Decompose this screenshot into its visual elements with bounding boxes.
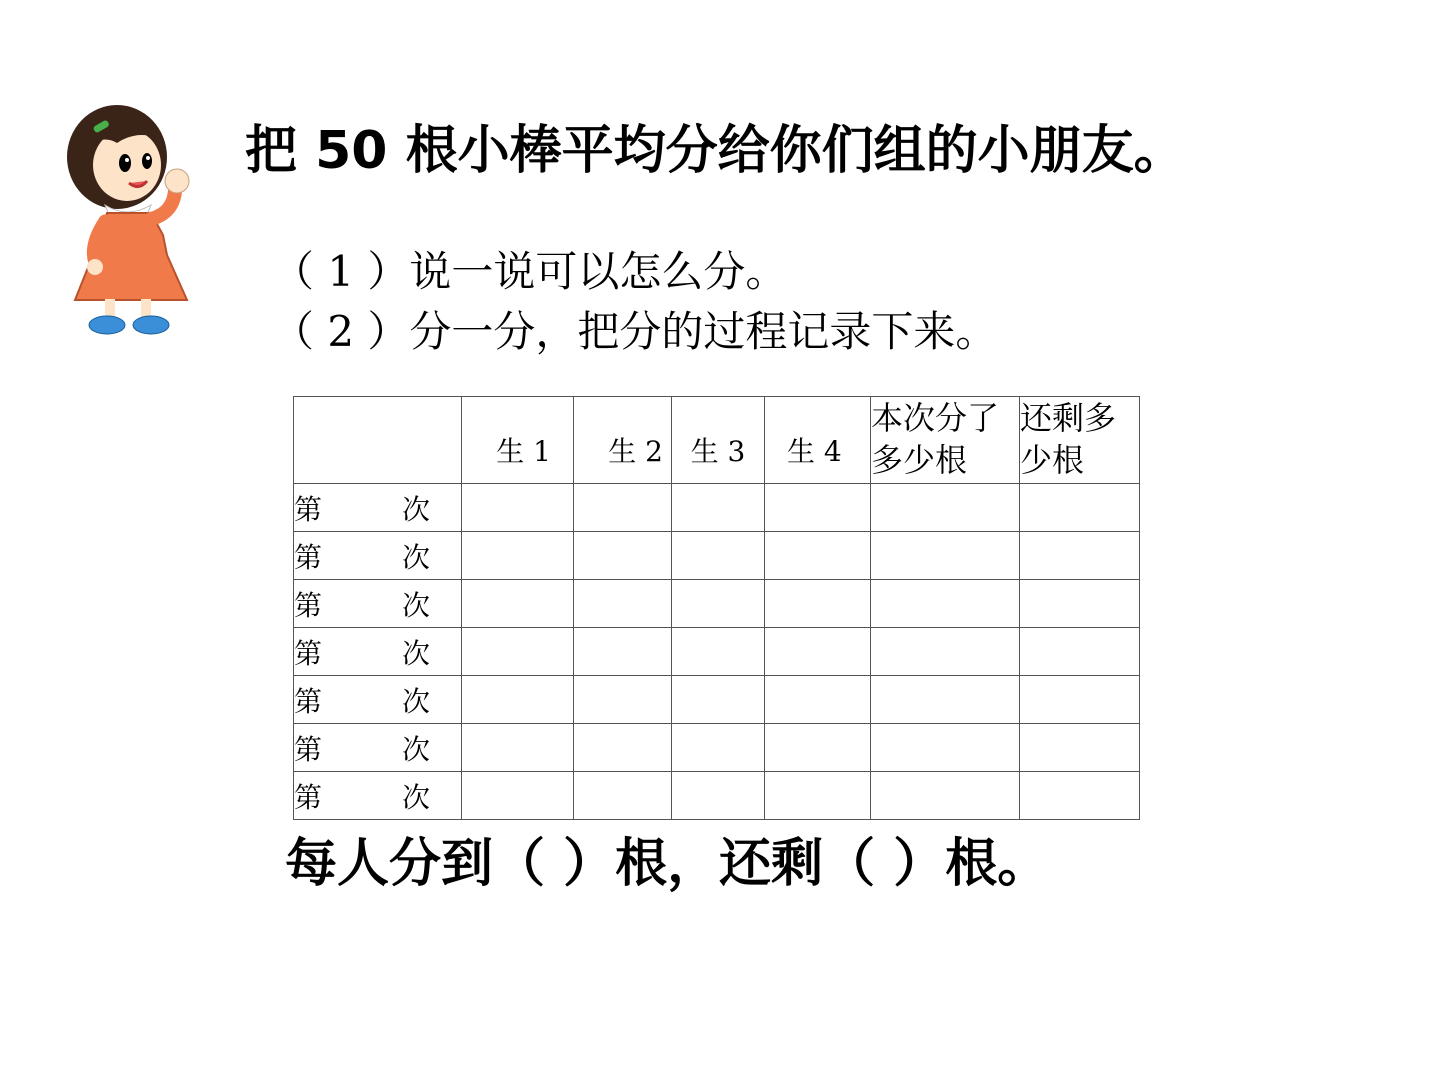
table-cell[interactable] — [462, 676, 574, 724]
table-cell[interactable] — [765, 724, 871, 772]
table-cell[interactable] — [1020, 484, 1140, 532]
table-cell[interactable] — [1020, 676, 1140, 724]
header-this-time: 本次分了多少根 — [871, 397, 1020, 484]
row-label-first: 第 — [294, 492, 323, 526]
answer-line: 每人分到（ ）根，还剩（ ）根。 — [285, 834, 1050, 894]
header-remaining: 还剩多少根 — [1020, 397, 1140, 484]
table-header-row — [294, 397, 1140, 484]
row-label-second: 次 — [402, 780, 431, 814]
table-cell[interactable] — [871, 628, 1020, 676]
girl-illustration-icon — [55, 95, 215, 340]
table-row — [294, 580, 1140, 628]
table-cell[interactable] — [672, 772, 765, 820]
table-cell[interactable] — [1020, 580, 1140, 628]
row-label — [294, 484, 462, 532]
table-cell[interactable] — [765, 676, 871, 724]
row-label-second: 次 — [402, 732, 431, 766]
table-cell[interactable] — [574, 532, 672, 580]
table-cell[interactable] — [1020, 532, 1140, 580]
table-cell[interactable] — [574, 772, 672, 820]
table-cell[interactable] — [574, 484, 672, 532]
table-cell[interactable] — [672, 484, 765, 532]
table-cell[interactable] — [765, 532, 871, 580]
table-row — [294, 724, 1140, 772]
row-label-second: 次 — [402, 492, 431, 526]
table-cell[interactable] — [574, 628, 672, 676]
page-title: 把 50 根小棒平均分给你们组的小朋友。 — [245, 121, 1186, 181]
table-cell[interactable] — [1020, 772, 1140, 820]
table-cell[interactable] — [462, 484, 574, 532]
table-cell[interactable] — [462, 772, 574, 820]
row-label-first: 第 — [294, 540, 323, 574]
table-cell[interactable] — [765, 580, 871, 628]
table-row — [294, 772, 1140, 820]
table-row — [294, 676, 1140, 724]
row-label-first: 第 — [294, 684, 323, 718]
table-cell[interactable] — [871, 772, 1020, 820]
table-cell[interactable] — [672, 580, 765, 628]
row-label-first: 第 — [294, 636, 323, 670]
table-cell[interactable] — [871, 484, 1020, 532]
task-2: （ 2 ）分一分，把分的过程记录下来。 — [272, 307, 998, 356]
row-label — [294, 772, 462, 820]
row-label-first: 第 — [294, 588, 323, 622]
row-label — [294, 676, 462, 724]
row-label-second: 次 — [402, 540, 431, 574]
row-label-second: 次 — [402, 636, 431, 670]
table-cell[interactable] — [574, 676, 672, 724]
table-row — [294, 484, 1140, 532]
table-cell[interactable] — [765, 772, 871, 820]
table-cell[interactable] — [1020, 724, 1140, 772]
table-cell[interactable] — [672, 628, 765, 676]
table-row — [294, 532, 1140, 580]
row-label — [294, 628, 462, 676]
record-table — [293, 396, 1140, 820]
header-blank — [294, 397, 462, 484]
row-label-first: 第 — [294, 780, 323, 814]
table-cell[interactable] — [871, 724, 1020, 772]
row-label — [294, 532, 462, 580]
table-cell[interactable] — [462, 724, 574, 772]
table-row — [294, 628, 1140, 676]
row-label-second: 次 — [402, 588, 431, 622]
row-label — [294, 724, 462, 772]
header-student-2: 生 2 — [574, 397, 672, 484]
task-1: （ 1 ）说一说可以怎么分。 — [272, 247, 788, 296]
table-cell[interactable] — [672, 532, 765, 580]
header-student-3: 生 3 — [672, 397, 765, 484]
header-student-1: 生 1 — [462, 397, 574, 484]
table-cell[interactable] — [765, 628, 871, 676]
row-label-first: 第 — [294, 732, 323, 766]
table-cell[interactable] — [574, 724, 672, 772]
table-cell[interactable] — [765, 484, 871, 532]
table-cell[interactable] — [574, 580, 672, 628]
table-cell[interactable] — [1020, 628, 1140, 676]
table-cell[interactable] — [462, 580, 574, 628]
table-cell[interactable] — [462, 628, 574, 676]
table-cell[interactable] — [871, 580, 1020, 628]
row-label — [294, 580, 462, 628]
table-cell[interactable] — [672, 724, 765, 772]
table-cell[interactable] — [871, 676, 1020, 724]
table-cell[interactable] — [462, 532, 574, 580]
row-label-second: 次 — [402, 684, 431, 718]
table-cell[interactable] — [672, 676, 765, 724]
table-cell[interactable] — [871, 532, 1020, 580]
header-student-4: 生 4 — [765, 397, 871, 484]
